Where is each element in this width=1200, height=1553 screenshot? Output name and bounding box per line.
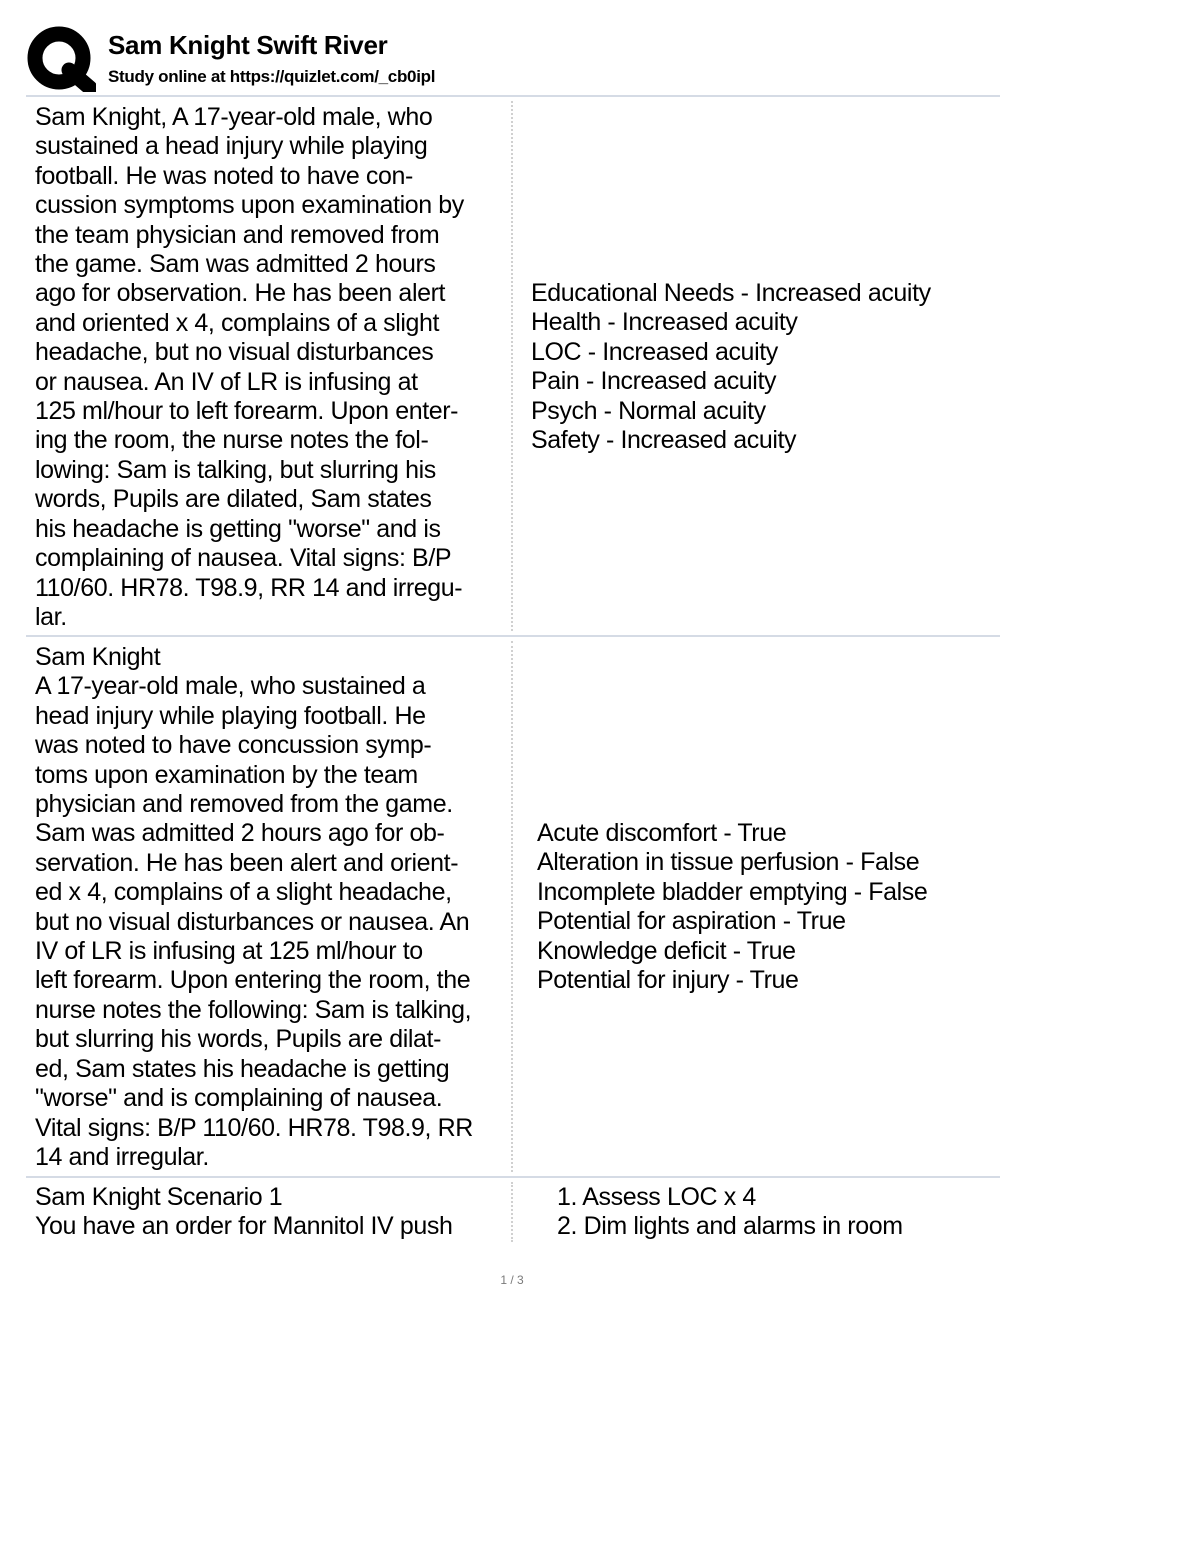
card-divider: [26, 1176, 1000, 1178]
set-url-subtitle: Study online at https://quizlet.com/_cb0ipl: [108, 67, 436, 86]
page-number: 1 / 3: [500, 1273, 524, 1287]
card-divider: [26, 635, 1000, 637]
column-divider: [511, 101, 513, 631]
card-1-term: Sam Knight, A 17-year-old male, who sustained a head injury while playing football. He was noted to have con- cussion symptoms upon examination by the team physician and removed from the game. Sam was admitted 2 hours ago for observation. He has been alert and oriented x 4, complains of a slight headache, but no visual disturbances or nausea. An IV of LR is infusing at 125 ml/hour to left forearm. Upon enter- ing the room, the nurse notes the fol- lowing: Sam is talking, but slurring his words, Pupils are dilated, Sam states his headache is getting "worse" and is complaining of nausea. Vital signs: B/P 110/60. HR78. T98.9, RR 14 and irregu- lar.: [35, 103, 464, 631]
card-2-term: Sam Knight A 17-year-old male, who sustained a head injury while playing football. He was noted to have concussion symp- toms upon examination by the team physician and removed from the game. Sam was admitted 2 hours ago for ob- servation. He has been alert and orient- ed x 4, complains of a slight headache, but no visual disturbances or nausea. An IV of LR is infusing at 125 ml/hour to left forearm. Upon entering the room, the nurse notes the following: Sam is talking, but slurring his words, Pupils are dilat- ed, Sam states his headache is getting "worse" and is complaining of nausea. Vital signs: B/P 110/60. HR78. T98.9, RR 14 and irregular.: [35, 643, 473, 1171]
header-divider: [26, 95, 1000, 97]
card-2-definition: Acute discomfort - True Alteration in tissue perfusion - False Incomplete bladder emptying - False Potential for aspiration - True Knowledge deficit - True Potential for injury - True: [537, 819, 928, 995]
quizlet-logo-icon: [26, 26, 96, 92]
column-divider: [511, 1182, 513, 1242]
card-3-term: Sam Knight Scenario 1 You have an order for Mannitol IV push: [35, 1183, 453, 1241]
card-1-definition: Educational Needs - Increased acuity Health - Increased acuity LOC - Increased acuity Pain - Increased acuity Psych - Normal acuity Safety - Increased acuity: [531, 279, 931, 455]
card-3-definition: 1. Assess LOC x 4 2. Dim lights and alarms in room: [557, 1183, 903, 1241]
column-divider: [511, 641, 513, 1172]
set-title: Sam Knight Swift River: [108, 30, 388, 60]
page-header: [26, 22, 1000, 96]
